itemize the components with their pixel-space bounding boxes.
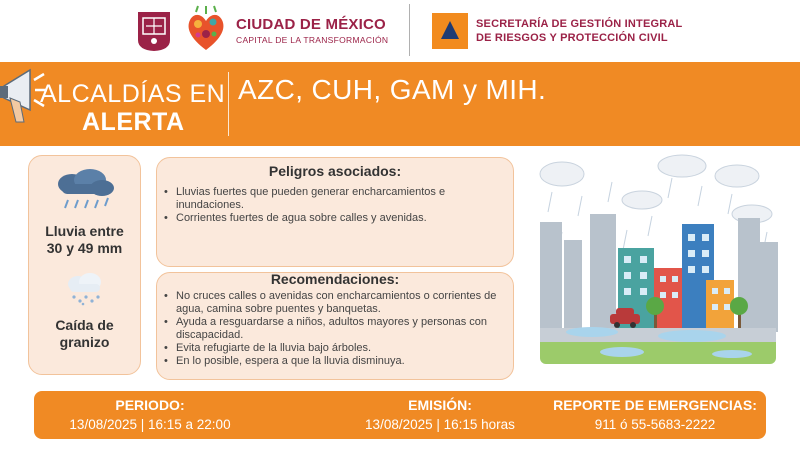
header <box>0 0 800 60</box>
banner-line1: ALCALDÍAS EN <box>40 80 226 108</box>
emergency-phone: 911 ó 55-5683-2222 <box>594 417 716 432</box>
affected-boroughs: AZC, CUH, GAM y MIH. <box>238 74 547 105</box>
list-item: • Ayuda a resguardarse a niños, adultos mayores y personas con discapacidad. <box>160 316 510 342</box>
civil-protection-triangle <box>441 21 459 39</box>
banner-line2: ALERTA <box>82 108 185 136</box>
emission-value: 13/08/2025 | 16:15 horas <box>365 417 515 432</box>
rain-amount-line1: Lluvia entre <box>45 223 124 239</box>
list-item: • Lluvias fuertes que pueden generar encharcamientos e inundaciones. <box>160 186 510 212</box>
city-title: CIUDAD DE MÉXICO <box>236 16 386 33</box>
hail-label-line2: granizo <box>59 334 110 350</box>
list-item: • En lo posible, espera a que la lluvia disminuya. <box>160 355 510 368</box>
header-divider <box>409 4 410 56</box>
recommendations-title: Recomendaciones: <box>270 271 400 287</box>
list-item: • No cruces calles o avenidas con encharcamientos o corrientes de agua, camina sobre puentes y banquetas. <box>160 290 510 316</box>
hail-label-line1: Caída de <box>55 317 114 333</box>
heart-logo-icon <box>184 4 228 56</box>
emission-label: EMISIÓN: <box>408 397 472 413</box>
rainy-city-illustration <box>532 152 780 374</box>
hazards-title: Peligros asociados: <box>268 163 402 179</box>
hazards-list <box>160 186 510 225</box>
list-item: • Evita refugiarte de la lluvia bajo árboles. <box>160 342 510 355</box>
city-subtitle: CAPITAL DE LA TRANSFORMACIÓN <box>236 35 389 45</box>
banner-divider <box>228 72 229 136</box>
period-value: 13/08/2025 | 16:15 a 22:00 <box>69 417 231 432</box>
period-label: PERIODO: <box>115 397 185 413</box>
recommendations-list <box>160 290 510 368</box>
emergency-label: REPORTE DE EMERGENCIAS: <box>553 397 757 413</box>
hail-cloud-icon <box>62 272 106 306</box>
rain-cloud-icon <box>50 168 118 212</box>
agency-name-line2: DE RIESGOS Y PROTECCIÓN CIVIL <box>476 32 668 44</box>
list-item: • Corrientes fuertes de agua sobre calles y avenidas. <box>160 212 510 225</box>
agency-name-line1: SECRETARÍA DE GESTIÓN INTEGRAL <box>476 18 683 30</box>
cdmx-emblem-icon <box>136 10 172 52</box>
rain-amount-line2: 30 y 49 mm <box>46 240 123 256</box>
